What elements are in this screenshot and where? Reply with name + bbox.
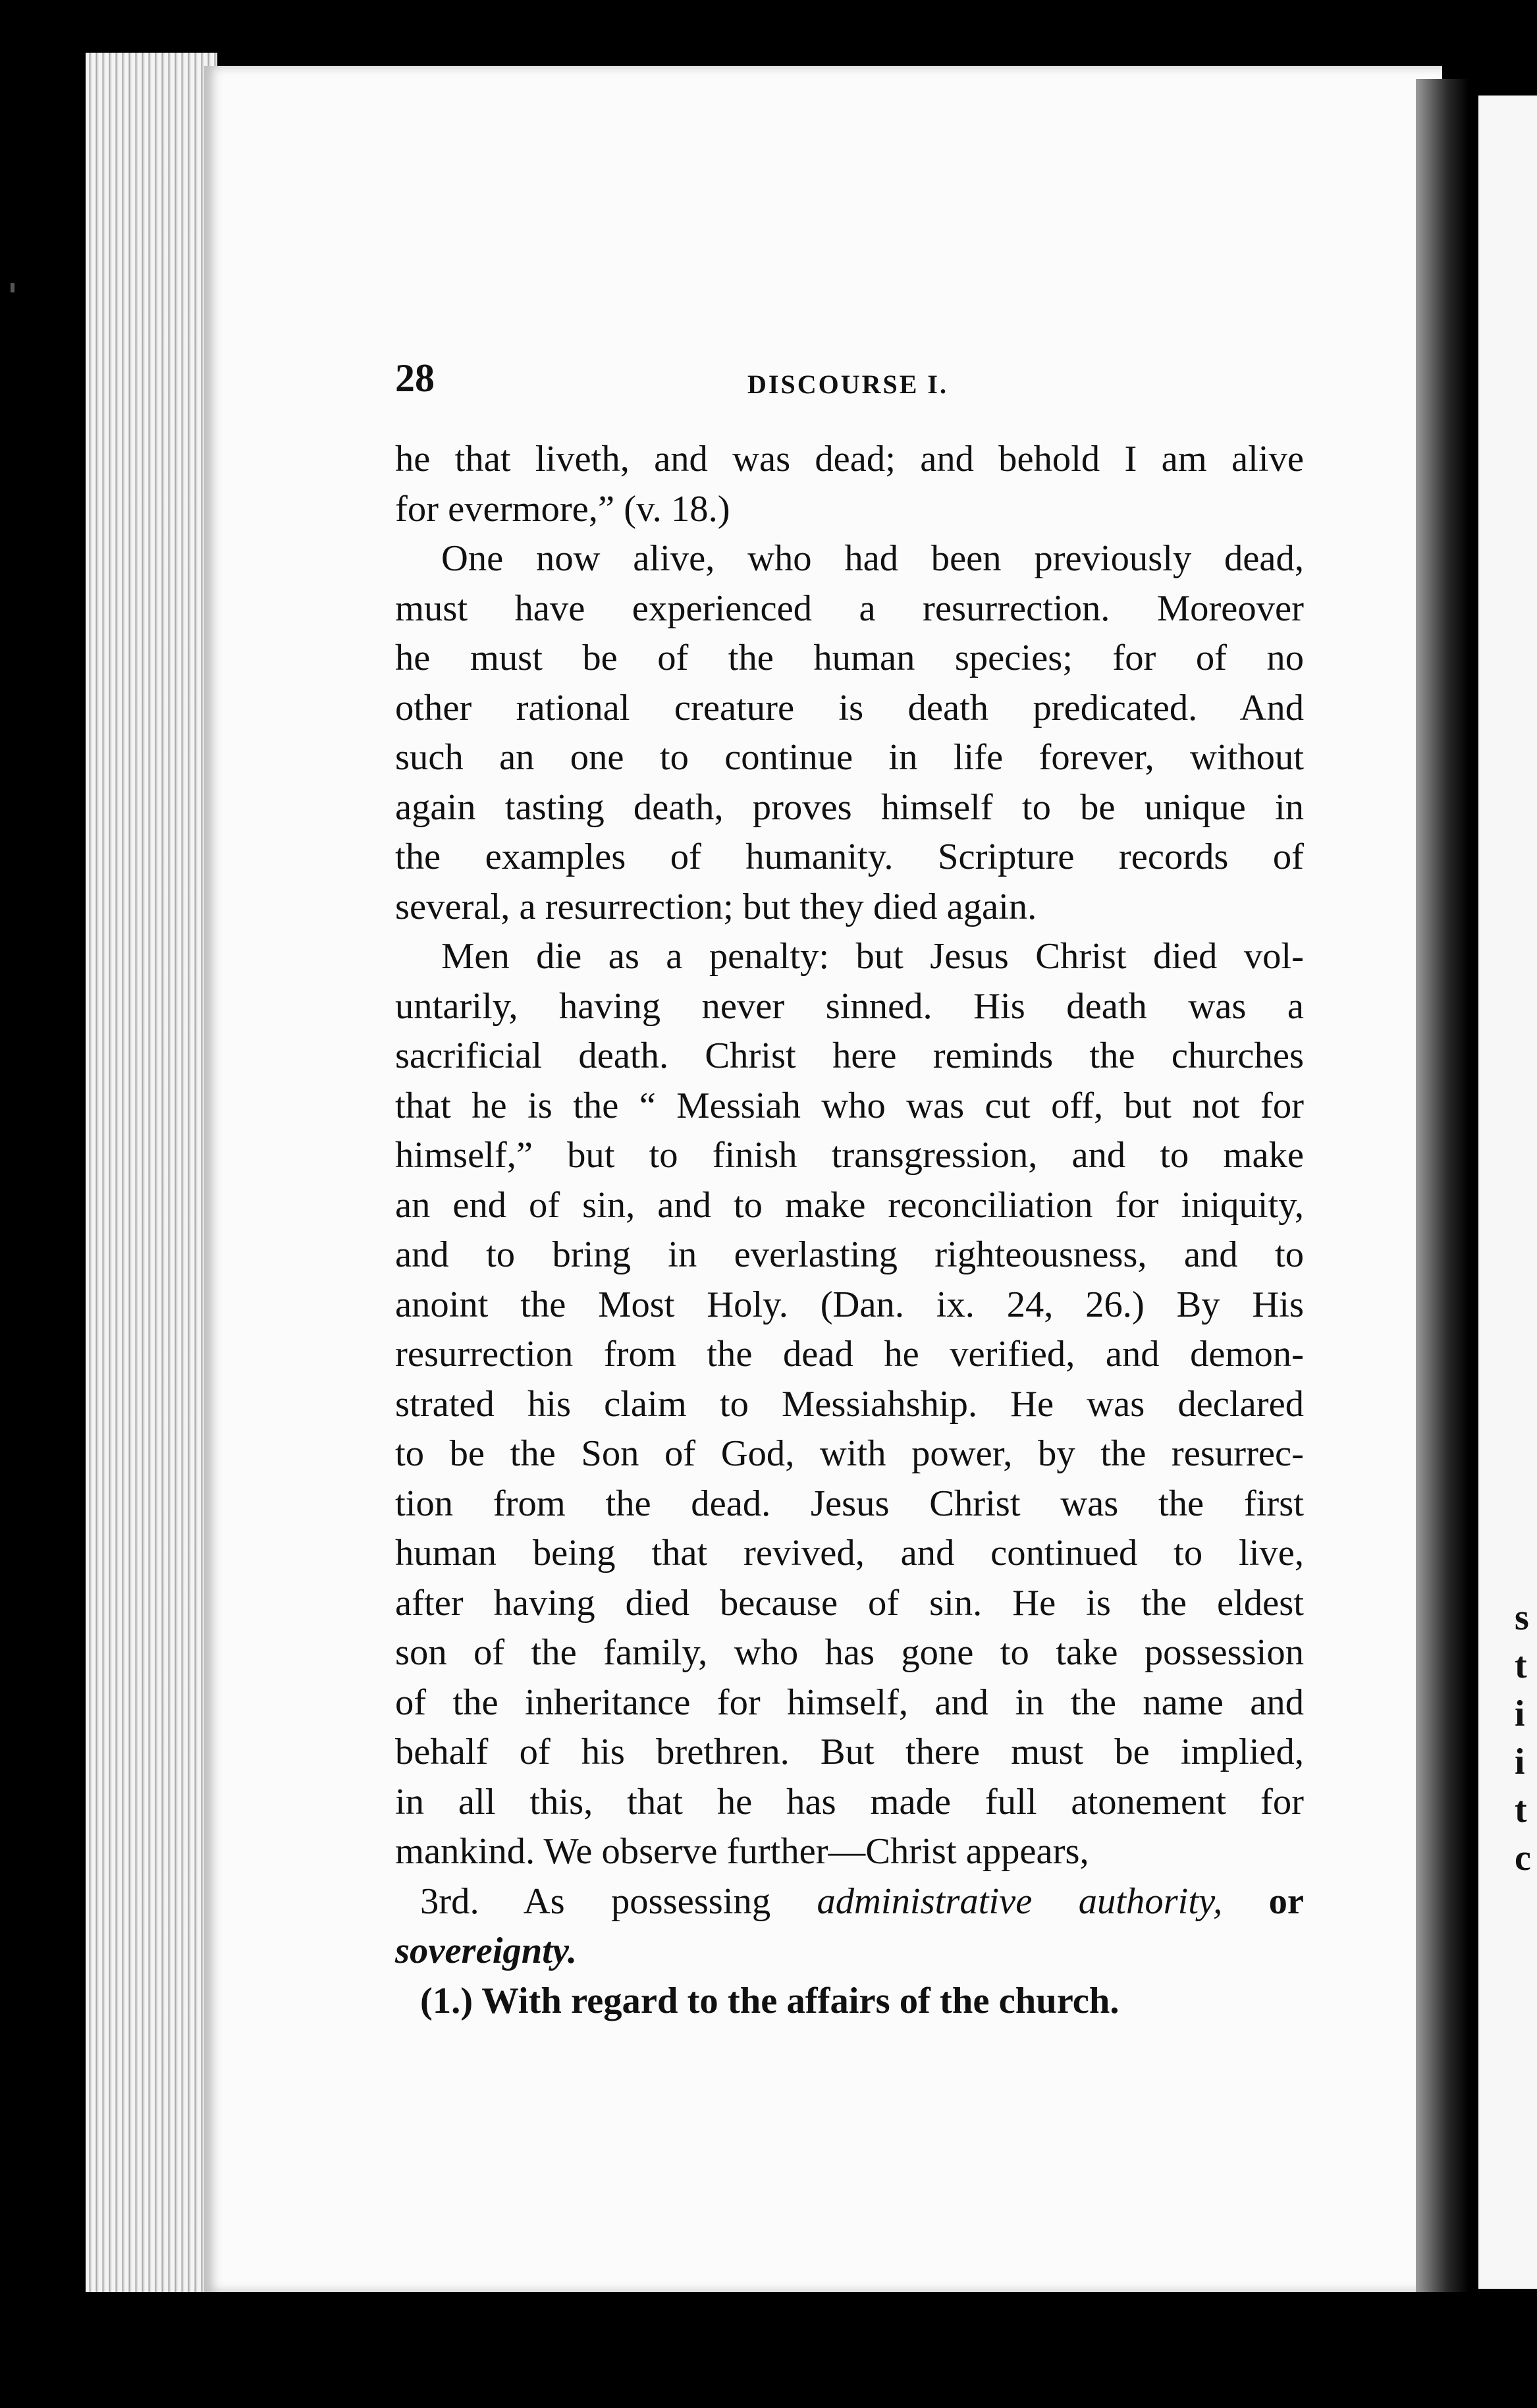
page-edges (86, 53, 217, 2292)
text-line: several, a resurrection; but they died again. (395, 886, 1037, 927)
text-line: for evermore,” (v. 18.) (395, 488, 730, 530)
gutter-shadow (1416, 79, 1469, 2292)
text-line: he that liveth, and was dead; and behold I am alive (395, 439, 1304, 479)
subsection-heading: (1.) With regard to the affairs of the church. (420, 1980, 1119, 2021)
facing-page-fragments (1515, 1594, 1537, 1882)
text-line: to be the Son of God, with power, by the resurrec- (395, 1433, 1304, 1474)
fragment: c (1515, 1838, 1531, 1878)
text-line: sacrificial death. Christ here reminds the churches (395, 1035, 1304, 1076)
text-line: after having died because of sin. He is the eldest (395, 1582, 1304, 1624)
text-line: Men die as a penalty: but Jesus Christ died vol- (441, 936, 1304, 977)
text-line: an end of sin, and to make reconciliation for iniquity, (395, 1184, 1304, 1226)
text-line: behalf of his brethren. But there must be implied, (395, 1732, 1304, 1772)
text-line: in all this, that he has made full atonement for (395, 1781, 1304, 1822)
text-line: One now alive, who had been previously dead, (441, 538, 1304, 579)
scan-mark (761, 2350, 774, 2359)
text-line: he must be of the human species; for of no (395, 638, 1304, 678)
text-line: untarily, having never sinned. His death was a (395, 985, 1304, 1027)
text-line: himself,” but to finish transgression, and to make (395, 1135, 1304, 1176)
text-line: tion from the dead. Jesus Christ was the first (395, 1483, 1304, 1524)
running-head: DISCOURSE I. (747, 369, 948, 399)
scan-mark (11, 283, 14, 292)
section-lead: 3rd. As possessing (420, 1880, 817, 1922)
fragment: t (1515, 1790, 1527, 1830)
text-line: strated his claim to Messiahship. He was declared (395, 1383, 1304, 1425)
fragment: s (1515, 1597, 1529, 1638)
fragment: i (1515, 1693, 1525, 1734)
text-line: son of the family, who has gone to take possession (395, 1632, 1304, 1673)
text-line: human being that revived, and continued to live, (395, 1533, 1304, 1573)
fragment: t (1515, 1645, 1527, 1686)
facing-page-edge (1478, 96, 1537, 2289)
page-number: 28 (395, 356, 435, 400)
section-heading-line: sovereignty. (395, 1930, 578, 1971)
text-line: the examples of humanity. Scripture records of (395, 836, 1304, 877)
text-line: must have experienced a resurrection. Moreover (395, 588, 1304, 629)
text-line: that he is the “ Messiah who was cut off, but not for (395, 1085, 1304, 1126)
fragment: i (1515, 1741, 1525, 1782)
section-heading-line (395, 1877, 1304, 1927)
text-line: other rational creature is death predicated. And (395, 687, 1304, 728)
text-line: again tasting death, proves himself to be unique in (395, 786, 1304, 828)
body-text (395, 435, 1304, 2026)
connector-word: or (1222, 1880, 1304, 1922)
italic-phrase: administrative authority, (817, 1880, 1223, 1922)
text-line: and to bring in everlasting righteousness, and to (395, 1234, 1304, 1275)
text-line: anoint the Most Holy. (Dan. ix. 24, 26.) By His (395, 1284, 1304, 1325)
text-line: mankind. We observe further—Christ appears, (395, 1831, 1089, 1872)
page-header (395, 356, 1317, 415)
text-line: resurrection from the dead he verified, and demon- (395, 1334, 1304, 1375)
text-line: such an one to continue in life forever, without (395, 737, 1304, 778)
text-line: of the inheritance for himself, and in the name and (395, 1682, 1304, 1723)
